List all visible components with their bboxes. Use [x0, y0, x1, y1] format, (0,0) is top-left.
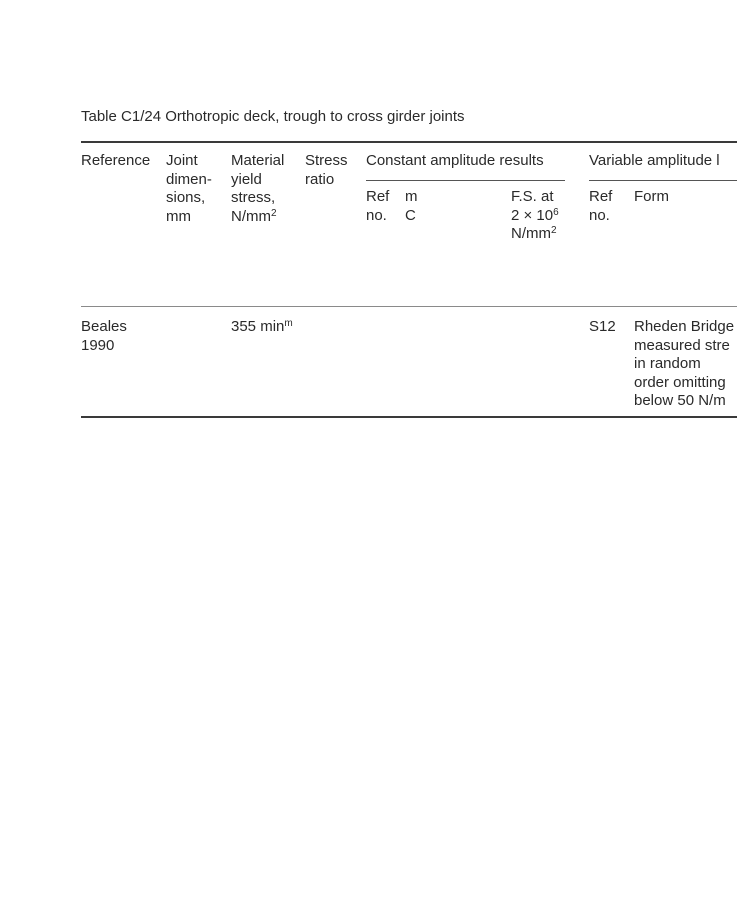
- header-va-form: Form: [634, 188, 669, 205]
- header-ca-m-c: m C: [405, 188, 418, 224]
- header-ca-ref: Ref no.: [366, 188, 390, 224]
- header-ca-fs: F.S. at $2 \times 10^6$ $N/mm^2$: [511, 188, 559, 242]
- header-stress-ratio: Stress ratio: [305, 152, 348, 188]
- table-bottom-rule: [81, 416, 737, 418]
- header-joint-dimensions: Joint dimen- sions, mm: [166, 152, 212, 225]
- table-caption: Table C1/24 Orthotropic deck, trough to cross girder joints: [81, 108, 465, 125]
- header-constant-amplitude: Constant amplitude results: [366, 152, 544, 169]
- header-va-ref: Ref no.: [589, 188, 613, 224]
- header-reference: Reference: [81, 152, 151, 169]
- header-material-yield: Material yield stress, $N/mm^2$: [231, 152, 285, 225]
- table-top-rule: [81, 141, 737, 143]
- variable-amplitude-underline: [589, 180, 737, 181]
- table-header-rule: [81, 306, 737, 307]
- row-va-form: Rheden Bridge measured stre in random order omitting below 50 N/m: [634, 318, 735, 409]
- row-reference: Beales 1990: [81, 318, 127, 354]
- header-variable-amplitude: Variable amplitude l: [589, 152, 720, 169]
- constant-amplitude-underline: [366, 180, 565, 181]
- row-va-ref: S12: [589, 318, 616, 335]
- row-material-yield: 355 $\min^m$: [231, 318, 293, 335]
